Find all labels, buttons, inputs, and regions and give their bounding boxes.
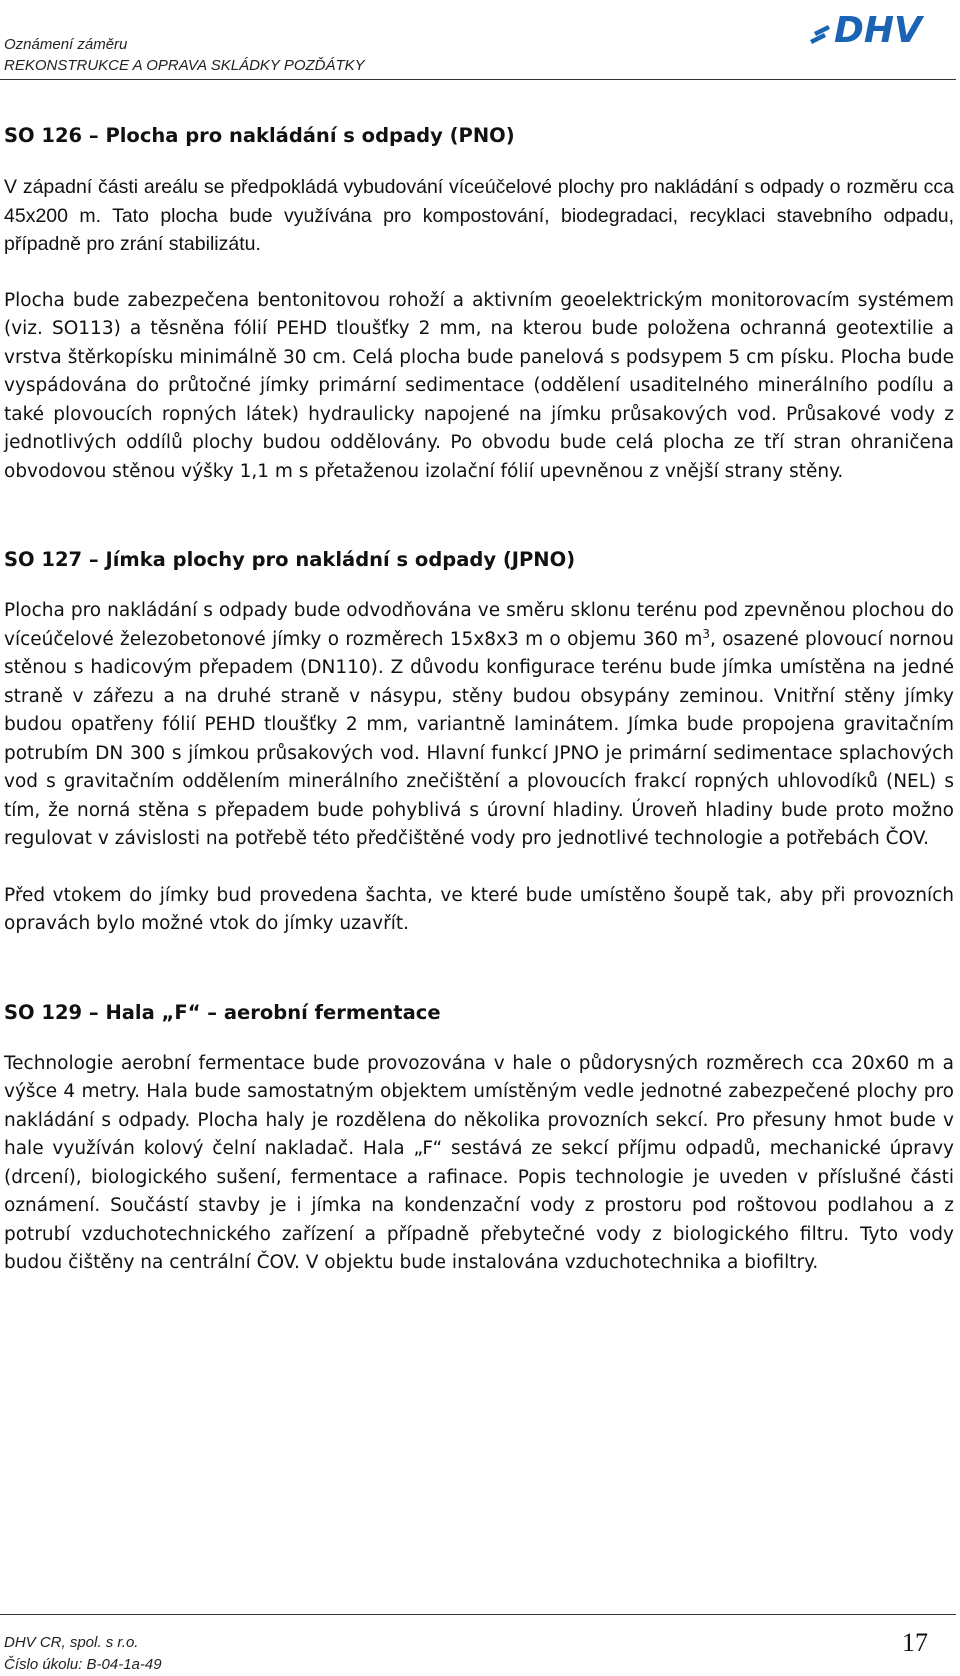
section-so-129 (4, 999, 954, 1278)
page-header (0, 0, 960, 80)
paragraph: Plocha bude zabezpečena bentonitovou rohoží a aktivním geoelektrickým monitorovacím systémem (viz. SO113) a těsněna fólií PEHD tloušťky 2 mm, na kterou bude položena ochranná geotextilie a vrstva štěrkopísku minimálně 30 cm. Celá plocha bude panelová s podsypem 5 cm písku. Plocha bude vyspádována do průtočné jímky primární sedimentace (oddělení usaditelného minerálního podílu a také plovoucích ropných látek) hydraulicky napojené na jímku průsakových vod. Průsakové vody z jednotlivých oddílů plochy budou oddělovány. Po obvodu bude celá plocha ze tří stran ohraničena obvodovou stěnou výšky 1,1 m s přetaženou izolační fólií upevněnou z vnější strany stěny. (4, 289, 954, 482)
section-title: SO 127 – Jímka plochy pro nakládní s odpady (JPNO) (4, 548, 576, 571)
document-body (4, 122, 954, 1278)
page-footer (0, 1614, 960, 1674)
footer-divider (0, 1614, 956, 1615)
header-divider (0, 79, 956, 80)
header-document-type: Oznámení záměru (4, 36, 128, 53)
paragraph-text: , osazené plovoucí nornou stěnou s hadicovým přepadem (DN110). Z důvodu konfigurace terénu bude jímka umístěna na jedné straně v zářezu a na druhé straně v násypu, stěny budou obsypány zeminou. Vnitřní stěny jímky budou opatřeny fólií PEHD tloušťky 2 mm, variantně laminátem. Jímka bude propojena gravitačním potrubím DN 300 s jímkou průsakových vod. Hlavní funkcí JPNO je primární sedimentace splachových vod s gravitačním oddělením minerálního znečištění a plovoucích frakcí ropných uhlovodíků (NEL) s tím, že norná stěna s přepadem bude pohyblivá s úrovní hladiny. Úroveň hladiny bude proto možno regulovat v závislosti na potřebě této předčištěné vody pro jednotlivé technologie a potřebách ČOV. (4, 628, 954, 849)
page-number: 17 (902, 1628, 928, 1657)
paragraph-text: Plocha pro nakládání s odpady bude odvodňována ve směru sklonu terénu pod zpevněnou plochou do víceúčelové železobetonové jímky o rozměrech 15x8x3 m o objemu 360 m (4, 600, 954, 650)
superscript: 3 (702, 626, 711, 641)
footer-company: DHV CR, spol. s r.o. (4, 1634, 139, 1651)
logo-text: DHV (834, 10, 922, 48)
footer-task-number: Číslo úkolu: B-04-1a-49 (4, 1656, 162, 1673)
header-text (4, 34, 365, 76)
paragraph: Před vtokem do jímky bud provedena šachta, ve které bude umístěno šoupě tak, aby při provozních opravách bylo možné vtok do jímky uzavřít. (4, 884, 954, 934)
paragraph: Technologie aerobní fermentace bude provozována v hale o půdorysných rozměrech cca 20x60 m a výšce 4 metry. Hala bude samostatným objektem umístěným vedle jednotné zabezpečené plochy pro nakládání s odpady. Plocha haly je rozdělena do několika provozních sekcí. Pro přesuny hmot bude v hale využíván kolový čelní nakladač. Hala „F“ sestává ze sekcí příjmu odpadů, mechanické úpravy (drcení), biologického sušení, fermentace a rafinace. Popis technologie je uveden v příslušné části oznámení. Součástí stavby je i jímka na kondenzační vody z prostoru pod roštovou podlahou a z potrubí vzduchotechnického zařízení a případně přebytečné vody z biologického filtru. Tyto vody budou čištěny na centrální ČOV. V objektu bude instalována vzduchotechnika a biofiltry. (4, 1052, 954, 1273)
paragraph: V západní části areálu se předpokládá vybudování víceúčelové plochy pro nakládání s odpady o rozměru cca 45x200 m. Tato plocha bude využívána pro kompostování, biodegradaci, recyklaci stavebního odpadu, případně pro zrání stabilizátu. (4, 176, 954, 255)
footer-text (4, 1632, 162, 1676)
header-project-name: REKONSTRUKCE A OPRAVA SKLÁDKY POZĎÁTKY (4, 57, 365, 74)
paragraph (4, 597, 954, 854)
section-so-126 (4, 122, 954, 486)
dhv-logo (808, 4, 946, 48)
section-title: SO 126 – Plocha pro nakládání s odpady (PNO) (4, 124, 515, 147)
section-so-127 (4, 546, 954, 939)
section-title: SO 129 – Hala „F“ – aerobní fermentace (4, 1000, 441, 1024)
